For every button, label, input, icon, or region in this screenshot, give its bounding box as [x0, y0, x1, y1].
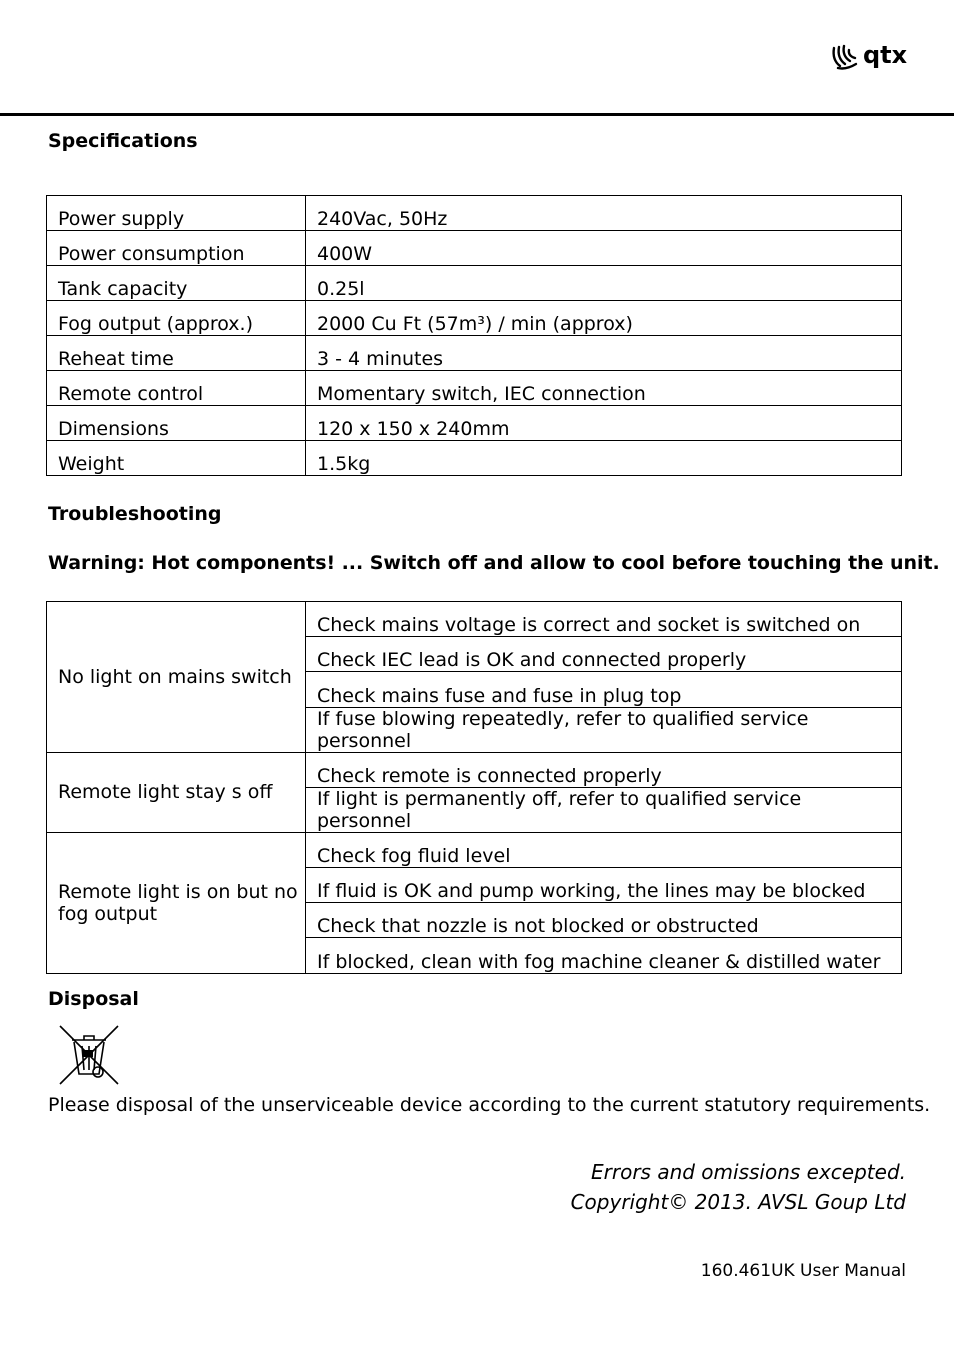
solution-cell: If blocked, clean with fog machine cleaner & distilled water — [306, 938, 902, 973]
spec-value: 120 x 150 x 240mm — [306, 406, 902, 441]
manual-reference: 160.461UK User Manual — [700, 1261, 906, 1281]
copyright-note: Copyright© 2013. AVSL Goup Ltd — [570, 1190, 906, 1214]
solution-cell: Check remote is connected properly — [306, 752, 902, 787]
troubleshooting-row — [47, 832, 902, 867]
brand-logo — [830, 40, 910, 74]
spec-row — [47, 196, 902, 231]
solution-cell: If fluid is OK and pump working, the lines may be blocked — [306, 867, 902, 902]
spec-row — [47, 441, 902, 476]
spec-label: Power consumption — [47, 231, 306, 266]
problem-cell: Remote light stay s off — [47, 752, 306, 832]
troubleshooting-heading: Troubleshooting — [48, 503, 222, 525]
disposal-heading: Disposal — [48, 988, 139, 1010]
spec-row — [47, 406, 902, 441]
weee-crossed-bin-icon — [58, 1024, 120, 1090]
spec-value: 2000 Cu Ft (57m³) / min (approx) — [306, 301, 902, 336]
disposal-text: Please disposal of the unserviceable device according to the current statutory requirements. — [48, 1094, 931, 1116]
troubleshooting-row — [47, 752, 902, 787]
spec-row — [47, 231, 902, 266]
solution-cell: Check fog fluid level — [306, 832, 902, 867]
solution-cell: Check mains fuse and fuse in plug top — [306, 672, 902, 707]
troubleshooting-table — [46, 601, 902, 974]
spec-value: 400W — [306, 231, 902, 266]
warning-text: Warning: Hot components! ... Switch off and allow to cool before touching the unit. — [48, 552, 940, 574]
solution-cell: If fuse blowing repeatedly, refer to qualified service personnel — [306, 707, 902, 752]
spec-row — [47, 336, 902, 371]
solution-cell: Check IEC lead is OK and connected properly — [306, 637, 902, 672]
spec-label: Power supply — [47, 196, 306, 231]
spec-row — [47, 266, 902, 301]
spec-value: Momentary switch, IEC connection — [306, 371, 902, 406]
spec-value: 3 - 4 minutes — [306, 336, 902, 371]
spec-value: 240Vac, 50Hz — [306, 196, 902, 231]
header-divider — [0, 113, 954, 116]
solution-cell: Check mains voltage is correct and socket is switched on — [306, 602, 902, 637]
spec-value: 1.5kg — [306, 441, 902, 476]
problem-cell: No light on mains switch — [47, 602, 306, 753]
spec-row — [47, 371, 902, 406]
spec-label: Fog output (approx.) — [47, 301, 306, 336]
specifications-heading: Specifications — [48, 130, 198, 152]
specifications-table — [46, 195, 902, 476]
troubleshooting-row — [47, 602, 902, 637]
brand-name: qtx — [863, 41, 908, 69]
spec-value: 0.25l — [306, 266, 902, 301]
spec-row — [47, 301, 902, 336]
qtx-wave-logo-icon — [830, 42, 860, 72]
problem-cell: Remote light is on but no fog output — [47, 832, 306, 973]
solution-cell: If light is permanently off, refer to qualified service personnel — [306, 787, 902, 832]
spec-label: Remote control — [47, 371, 306, 406]
spec-label: Dimensions — [47, 406, 306, 441]
spec-label: Reheat time — [47, 336, 306, 371]
spec-label: Tank capacity — [47, 266, 306, 301]
spec-label: Weight — [47, 441, 306, 476]
errors-note: Errors and omissions excepted. — [591, 1160, 906, 1184]
solution-cell: Check that nozzle is not blocked or obstructed — [306, 903, 902, 938]
